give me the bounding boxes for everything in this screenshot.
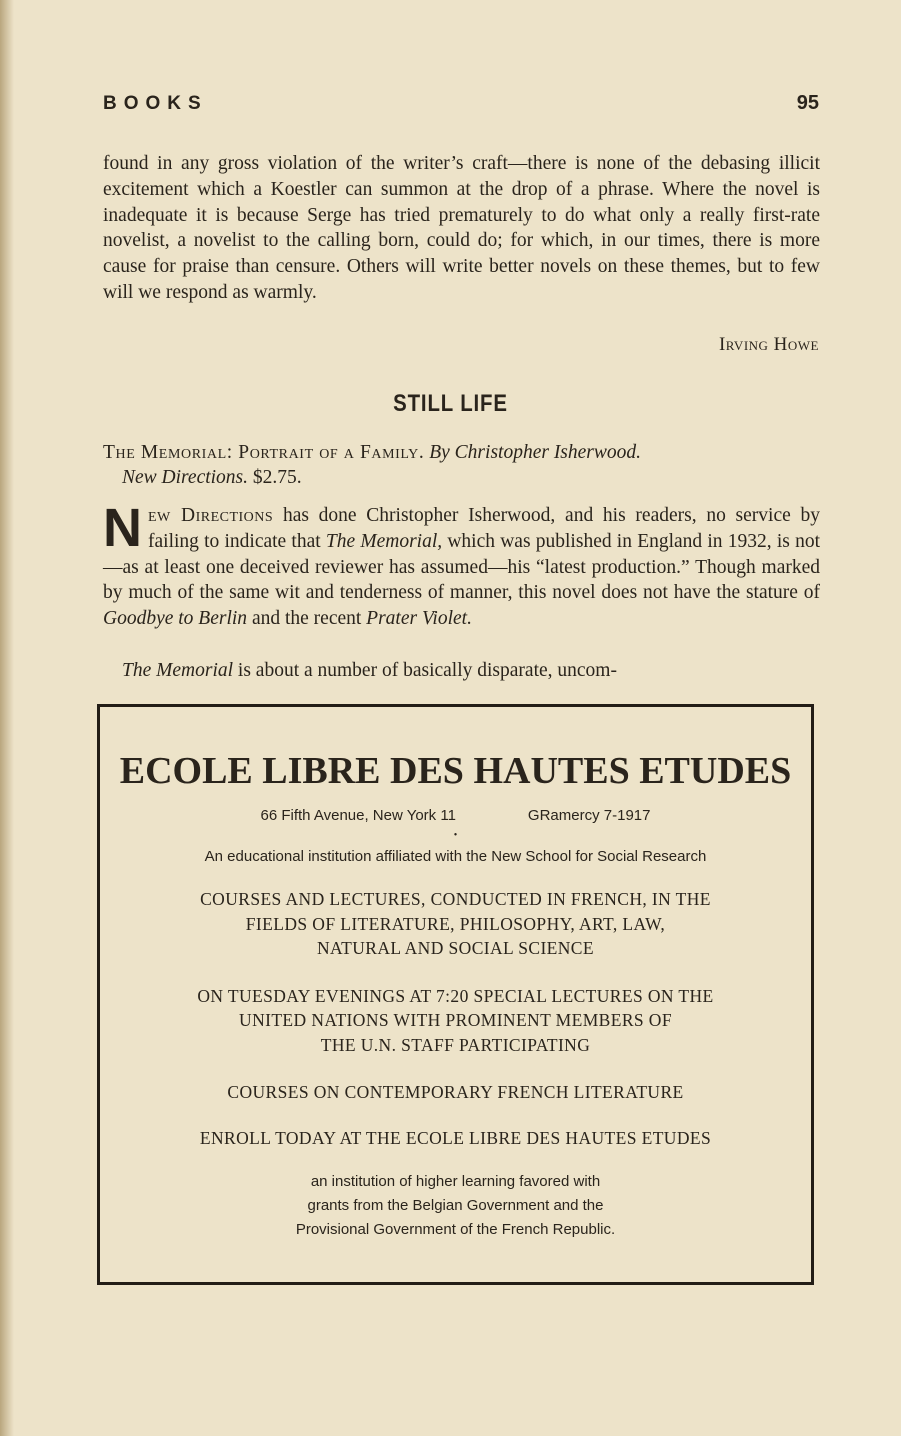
ad-line: THE U.N. STAFF PARTICIPATING [320, 1034, 591, 1055]
text-run: and the recent [247, 608, 367, 630]
ad-courses-block [100, 887, 811, 961]
book-author: By Christopher Isherwood. [429, 442, 642, 463]
ad-footer-line: Provisional Government of the French Republic. [295, 1221, 616, 1238]
italic-title: The Memorial, [325, 530, 443, 552]
italic-title: The Memorial [122, 660, 234, 681]
ad-enroll-line: ENROLL TODAY AT THE ECOLE LIBRE DES HAUTES ETUDES [199, 1127, 712, 1148]
smallcaps-lead: ew Directions [148, 505, 274, 526]
ad-line: UNITED NATIONS WITH PROMINENT MEMBERS OF [239, 1010, 672, 1030]
ad-footer [100, 1170, 811, 1242]
page-edge-shadow [0, 0, 14, 1436]
ad-footer-line: an institution of higher learning favored with [310, 1173, 601, 1190]
italic-title: Prater Violet. [366, 608, 472, 630]
review-closing-paragraph: found in any gross violation of the writer’s craft—there is none of the debasing illicit excitement which a Koestler can summon at the drop of a phrase. Where the novel is inadequate it is because Serge has tried prematurely to do what only a really first-rate novelist, a novelist to the calling born, could do; for which, in our times, there is more cause for praise than censure. Others will write better novels on these themes, but to few will we respond as warmly. [103, 153, 820, 303]
running-header [103, 92, 819, 115]
text-run: which was published in England in 1932, is not—as at least one deceived reviewer has assumed—his “latest production.” Though marked by much of the same wit and tenderness of manner, this novel does not have the stature of [103, 530, 820, 604]
ad-contact-row [100, 807, 811, 824]
text-run: has done Christopher Isherwood, and his readers, no service by failing to indicate that [148, 505, 820, 552]
review-paragraph-1 [103, 498, 820, 632]
ad-title: ECOLE LIBRE DES HAUTES ETUDES [119, 750, 792, 792]
book-citation [103, 440, 823, 490]
ad-footer-line: grants from the Belgian Government and the [307, 1197, 604, 1214]
text-run: is about a number of basically disparate, uncom- [233, 660, 617, 681]
ad-line: NATURAL AND SOCIAL SCIENCE [317, 938, 594, 958]
advertisement-box [97, 704, 814, 1285]
review-paragraph-2 [103, 658, 820, 684]
drop-cap: N [103, 498, 142, 558]
ad-address: 66 Fifth Avenue, New York 11 [260, 807, 456, 824]
ad-affiliation: An educational institution affiliated with the New School for Social Research [204, 848, 707, 865]
section-title: BOOKS [103, 93, 208, 114]
italic-title: Goodbye to Berlin [103, 608, 248, 630]
ad-line: COURSES AND LECTURES, CONDUCTED IN FRENCH, IN THE [200, 889, 711, 909]
book-publisher: New Directions. [122, 467, 249, 488]
ad-line: ON TUESDAY EVENINGS AT 7:20 SPECIAL LECTURES ON THE [197, 985, 714, 1006]
bullet-icon: • [453, 830, 458, 841]
book-price: $2.75. [252, 467, 302, 488]
page-number: 95 [796, 92, 819, 114]
book-title: The Memorial: Portrait of a Family. [103, 442, 425, 463]
ad-phone: GRamercy 7-1917 [527, 807, 651, 824]
ad-contemporary-line: COURSES ON CONTEMPORARY FRENCH LITERATURE [227, 1082, 684, 1102]
ad-tuesday-block [100, 984, 811, 1058]
reviewer-signature: Irving Howe [718, 334, 819, 355]
ad-line: FIELDS OF LITERATURE, PHILOSOPHY, ART, LAW, [245, 913, 666, 934]
review-heading: STILL LIFE [393, 390, 508, 417]
